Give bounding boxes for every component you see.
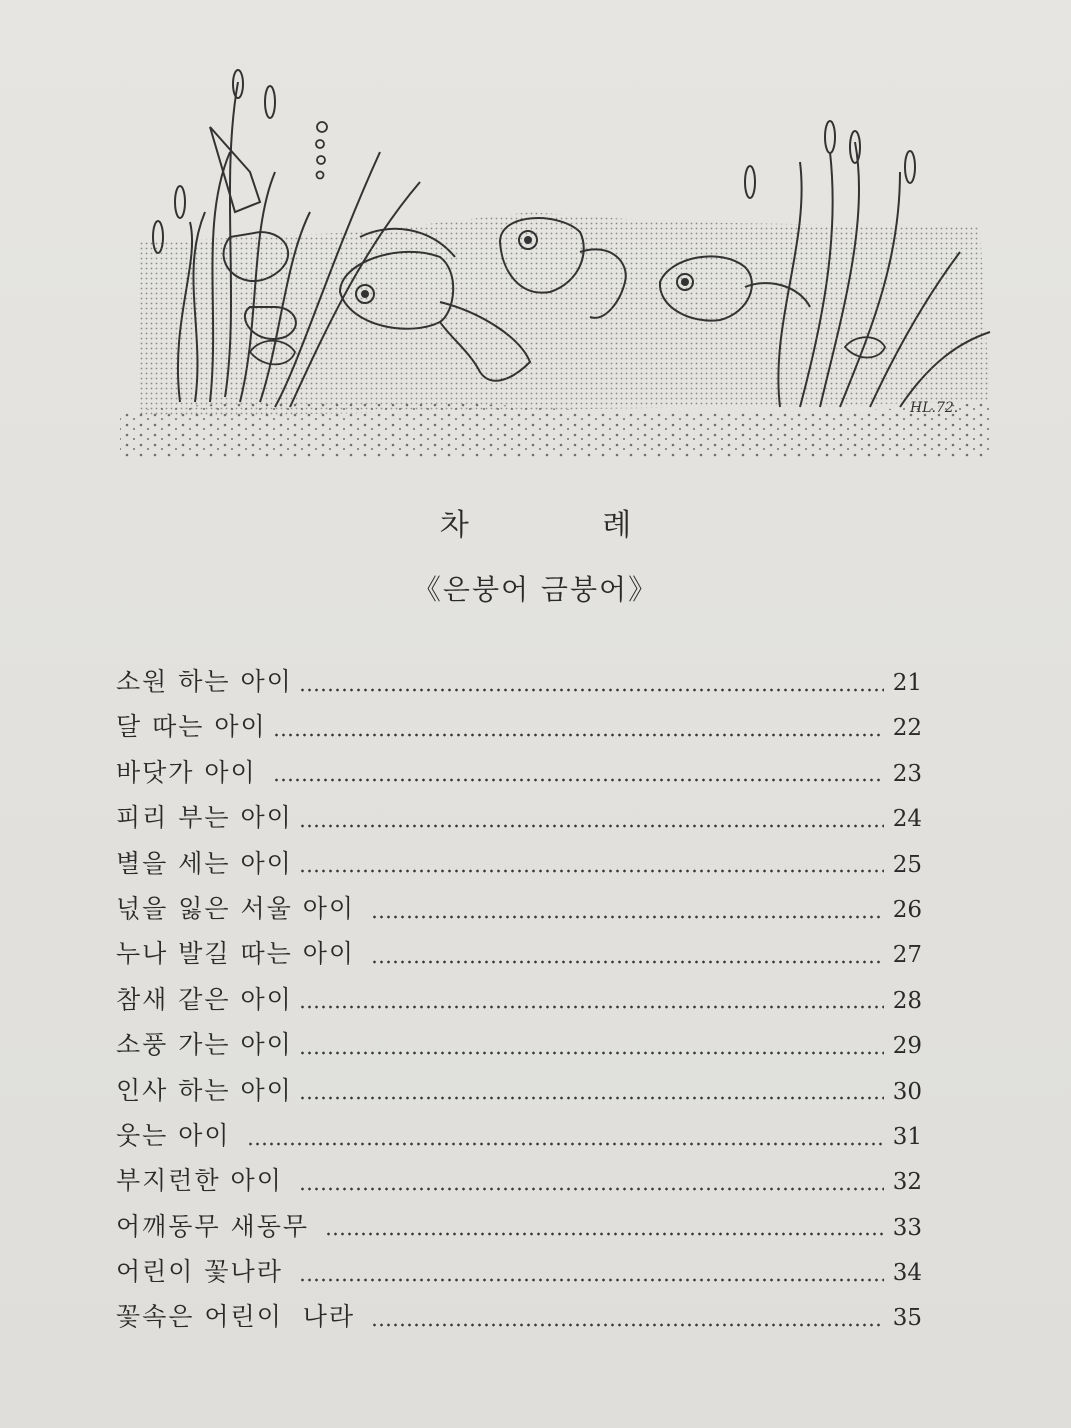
toc-entry-page-number: 28 xyxy=(892,987,922,1014)
toc-entry xyxy=(116,1207,922,1252)
toc-entry-page-number: 30 xyxy=(892,1078,922,1105)
toc-entry-page-number: 26 xyxy=(892,896,922,923)
toc-entry xyxy=(116,889,922,934)
page-title: 차 례 xyxy=(439,508,694,543)
toc-entry-page-number: 31 xyxy=(892,1123,922,1150)
dot-leader xyxy=(299,1051,884,1055)
toc-entry-page-number: 32 xyxy=(892,1169,922,1196)
dot-leader xyxy=(299,869,884,873)
section-title: 《은붕어 금붕어》 xyxy=(412,573,659,606)
toc-entry-title: 피리 부는 아이 xyxy=(116,803,293,833)
dot-leader xyxy=(299,1187,884,1191)
goldfish-aquarium-illustration-icon xyxy=(110,62,1000,467)
table-of-contents xyxy=(116,662,922,1343)
toc-entry-page-number: 24 xyxy=(892,806,922,833)
dot-leader xyxy=(299,1096,884,1100)
dot-leader xyxy=(371,960,884,964)
toc-entry xyxy=(116,798,922,843)
toc-entry xyxy=(116,1161,922,1206)
dot-leader xyxy=(299,688,884,692)
toc-entry-title: 어린이 꽃나라 xyxy=(116,1257,293,1287)
toc-entry xyxy=(116,662,922,707)
toc-entry-title: 부지런한 아이 xyxy=(116,1166,293,1196)
toc-entry-title: 별을 세는 아이 xyxy=(116,848,293,878)
toc-entry xyxy=(116,844,922,889)
toc-entry-title: 참새 같은 아이 xyxy=(116,984,293,1014)
toc-entry-title: 넋을 잃은 서울 아이 xyxy=(116,893,365,923)
dot-leader xyxy=(299,1005,884,1009)
toc-entry xyxy=(116,707,922,752)
toc-entry-title: 소원 하는 아이 xyxy=(116,667,293,696)
toc-entry-page-number: 27 xyxy=(892,942,922,969)
toc-entry-title: 어깨동무 새동무 xyxy=(116,1211,319,1241)
toc-entry xyxy=(116,934,922,979)
dot-leader xyxy=(299,1278,884,1282)
toc-entry xyxy=(116,1116,922,1161)
toc-entry xyxy=(116,1071,922,1116)
toc-entry xyxy=(116,1252,922,1297)
toc-entry-page-number: 35 xyxy=(892,1305,922,1332)
toc-entry-page-number: 34 xyxy=(892,1260,922,1287)
toc-entry-page-number: 33 xyxy=(892,1214,922,1241)
dot-leader xyxy=(325,1232,884,1236)
toc-entry xyxy=(116,1297,922,1342)
toc-entry-title: 소풍 가는 아이 xyxy=(116,1030,293,1060)
toc-entry xyxy=(116,980,922,1025)
toc-entry-title: 웃는 아이 xyxy=(116,1120,241,1150)
toc-entry-title: 인사 하는 아이 xyxy=(116,1075,293,1105)
dot-leader xyxy=(371,915,884,919)
toc-entry-page-number: 21 xyxy=(892,670,922,696)
toc-entry xyxy=(116,1025,922,1070)
toc-entry-title: 누나 발길 따는 아이 xyxy=(116,939,365,969)
toc-entry-title: 바닷가 아이 xyxy=(116,757,267,787)
dot-leader xyxy=(273,778,884,782)
toc-entry-title: 꽃속은 어린이 나라 xyxy=(116,1302,365,1332)
toc-entry-page-number: 22 xyxy=(892,715,922,742)
dot-leader xyxy=(299,824,884,828)
toc-entry-page-number: 29 xyxy=(892,1033,922,1060)
toc-entry xyxy=(116,753,922,798)
toc-entry-title: 달 따는 아이 xyxy=(116,712,267,742)
toc-entry-page-number: 25 xyxy=(892,851,922,878)
dot-leader xyxy=(247,1142,885,1146)
dot-leader xyxy=(371,1323,884,1327)
dot-leader xyxy=(273,733,884,737)
artist-signature: HL.72. xyxy=(910,400,959,416)
toc-entry-page-number: 23 xyxy=(892,760,922,787)
